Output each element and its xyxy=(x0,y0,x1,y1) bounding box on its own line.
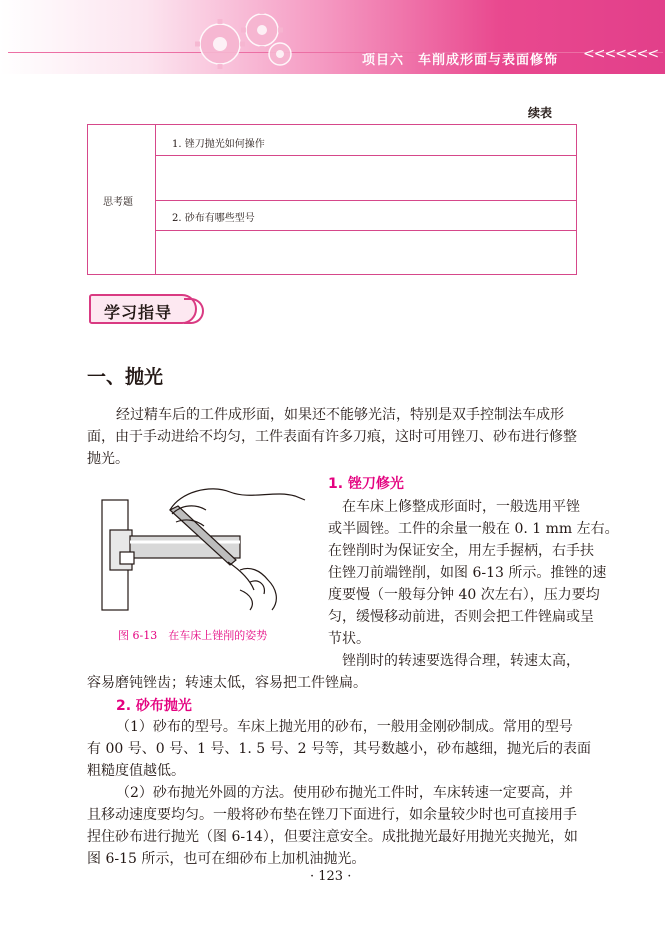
table-label-cell xyxy=(88,125,156,274)
continued-label: 续表 xyxy=(528,106,553,120)
page-number: · 123 · xyxy=(310,869,352,884)
body-line: 或半圆锉。工件的余量一般在 0. 1 mm 左右。 xyxy=(328,521,619,537)
body-line: 在车床上修整成形面时，一般选用平锉 xyxy=(342,499,580,515)
chevrons-decoration: <<<<<<< xyxy=(583,46,659,62)
body-line: 度要慢（一般每分钟 40 次左右），压力要均 xyxy=(328,587,600,603)
body-line: 粗糙度值越低。 xyxy=(87,763,185,779)
body-line: 容易磨钝锉齿；转速太低，容易把工件锉扁。 xyxy=(87,675,367,691)
figure-caption: 图 6-13 在车床上锉削的姿势 xyxy=(118,629,268,642)
table-answer-row xyxy=(156,155,576,201)
questions-table xyxy=(87,124,577,275)
body-line: 锉削时的转速要选得合理，转速太高， xyxy=(342,653,580,669)
body-line: 节状。 xyxy=(328,631,370,647)
question-2: 2. 砂布有哪些型号 xyxy=(172,213,255,224)
body-line: 图 6-15 所示，也可在细砂布上加机油抛光。 xyxy=(87,851,366,867)
body-line: 捏住砂布进行抛光（图 6-14），但要注意安全。成批抛光最好用抛光夹抛光，如 xyxy=(87,829,578,845)
body-line: 匀，缓慢移动前进，否则会把工件锉扁或呈 xyxy=(328,609,594,625)
body-line: 在锉削时为保证安全，用左手握柄，右手扶 xyxy=(328,543,594,559)
question-1: 1. 锉刀抛光如何操作 xyxy=(172,139,265,150)
gears-icon xyxy=(190,6,300,70)
subheading-sandpaper-polishing: 2. 砂布抛光 xyxy=(116,698,192,714)
header-rule xyxy=(8,52,663,53)
header-banner xyxy=(0,0,665,74)
section-tab-label: 学习指导 xyxy=(104,303,173,322)
body-line: 且移动速度要均匀。一般将砂布垫在锉刀下面进行，如余量较少时也可直接用手 xyxy=(87,807,577,823)
subheading-file-polishing: 1. 锉刀修光 xyxy=(328,476,404,492)
section-heading: 一、抛光 xyxy=(87,366,164,388)
intro-line: 经过精车后的工件成形面，如果还不能够光洁，特别是双手控制法车成形 xyxy=(116,407,564,423)
body-line: 有 00 号、0 号、1 号、1. 5 号、2 号等，其号数越小，砂布越细，抛光后的表面 xyxy=(87,741,591,757)
table-row-label: 思考题 xyxy=(103,197,133,208)
intro-line: 抛光。 xyxy=(87,451,129,467)
body-line: （2）砂布抛光外圆的方法。使用砂布抛光工件时，车床转速一定要高，并 xyxy=(116,785,573,801)
body-line: （1）砂布的型号。车床上抛光用的砂布，一般用金刚砂制成。常用的型号 xyxy=(116,719,573,735)
chapter-title: 项目六 车削成形面与表面修饰 xyxy=(362,53,559,68)
section-tab xyxy=(89,294,197,324)
body-line: 住锉刀前端锉削，如图 6-13 所示。推锉的速 xyxy=(328,565,607,581)
lathe-filing-figure xyxy=(100,470,310,618)
intro-line: 面，由于手动进给不均匀，工件表面有许多刀痕，这时可用锉刀、砂布进行修整 xyxy=(87,429,577,445)
